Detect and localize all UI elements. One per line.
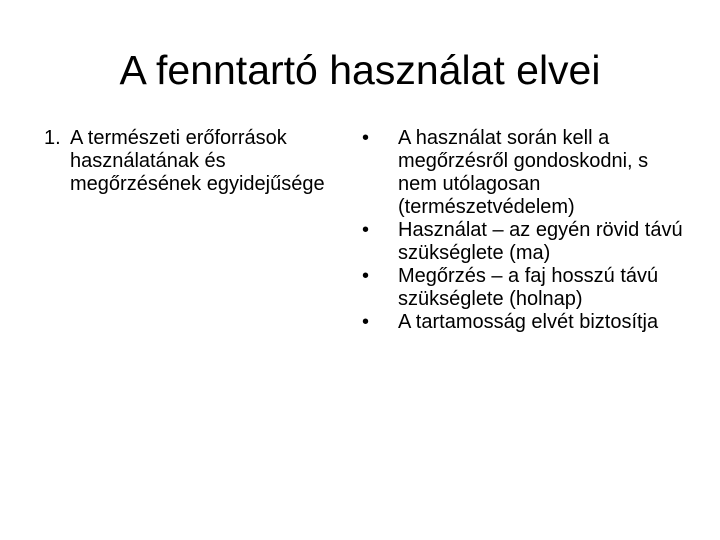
left-column-list [44,127,344,196]
right-column-list [362,127,692,334]
bullet-icon: • [362,265,370,287]
bullet-icon: • [362,127,370,149]
bullet-list-item [362,311,692,334]
list-item-text: Használat – az egyén rövid távú szükséglete (ma) [398,219,683,264]
bullet-icon: • [362,219,370,241]
bullet-list-item [362,265,692,311]
list-number: 1. [44,127,61,149]
list-item-text: A természeti erőforrások használatának és megőrzésének egyidejűsége [70,127,325,195]
list-item-text: Megőrzés – a faj hosszú távú szükséglete (holnap) [398,265,659,310]
numbered-list-item [44,127,344,196]
list-item-text: A tartamosság elvét biztosítja [398,311,659,333]
bullet-list-item [362,219,692,265]
bullet-icon: • [362,311,370,333]
slide-title: A fenntartó használat elvei [119,47,601,93]
list-item-text: A használat során kell a megőrzésről gondoskodni, s nem utólagosan (természetvédelem) [398,127,649,218]
bullet-list-item [362,127,692,219]
